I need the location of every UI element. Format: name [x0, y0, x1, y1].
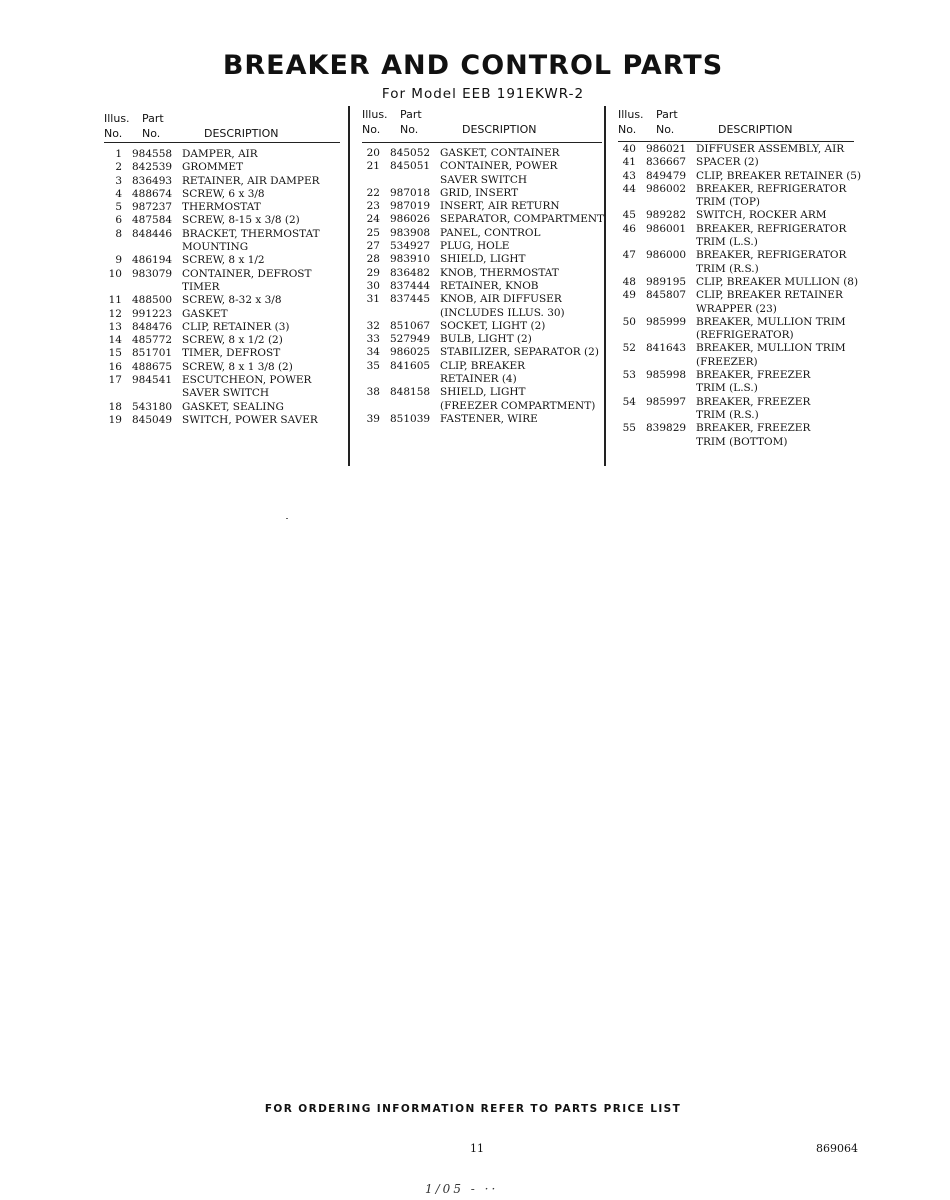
parts-row [362, 346, 602, 359]
parts-row [104, 228, 340, 241]
part-description: TRIM (R.S.) [696, 408, 759, 421]
parts-list [618, 143, 862, 449]
page-number: 11 [470, 1142, 484, 1155]
parts-row-continuation [618, 263, 854, 276]
header-illus-label: Illus. [104, 112, 130, 125]
parts-row-continuation [618, 329, 854, 342]
header-part-no-label: No. [400, 123, 419, 136]
part-number: 841605 [390, 359, 431, 372]
column-header [362, 108, 602, 138]
part-description: TRIM (TOP) [696, 196, 761, 209]
part-number: 985999 [646, 315, 687, 328]
parts-row [104, 188, 340, 201]
part-description: GROMMET [182, 161, 244, 174]
part-number: 851067 [390, 319, 431, 332]
part-description: SCREW, 8-32 x 3/8 [182, 294, 282, 307]
illus-number: 6 [115, 214, 122, 227]
part-number: 849479 [646, 169, 687, 182]
parts-row [104, 175, 340, 188]
part-description: SCREW, 8 x 1 3/8 (2) [182, 360, 293, 373]
part-number: 984558 [132, 148, 173, 160]
header-rule [362, 142, 602, 143]
part-number: 839829 [646, 422, 687, 435]
parts-row-continuation [618, 436, 854, 449]
parts-row [104, 268, 340, 281]
part-number: 985997 [646, 395, 687, 408]
illus-number: 50 [622, 315, 636, 328]
part-description: PLUG, HOLE [440, 240, 510, 253]
illus-number: 46 [622, 222, 636, 235]
header-part-no-label: No. [656, 123, 675, 136]
illus-number: 33 [366, 333, 380, 346]
part-description: GASKET, SEALING [182, 400, 284, 413]
parts-row [104, 254, 340, 267]
illus-number: 22 [366, 186, 380, 199]
illus-number: 53 [622, 369, 636, 382]
parts-row-continuation [362, 400, 602, 413]
part-number: 985998 [646, 369, 687, 382]
part-description: SCREW, 8 x 1/2 (2) [182, 334, 283, 347]
part-number: 845052 [390, 147, 431, 159]
header-description-label: DESCRIPTION [462, 123, 537, 136]
illus-number: 39 [366, 412, 380, 425]
part-number: 984541 [132, 374, 173, 387]
parts-row [618, 316, 854, 329]
part-description: CONTAINER, DEFROST [182, 267, 312, 280]
illus-number: 44 [622, 182, 636, 195]
illus-number: 24 [366, 213, 380, 226]
parts-row-continuation [618, 236, 854, 249]
illus-number: 8 [115, 227, 122, 240]
part-number: 842539 [132, 161, 173, 174]
illus-number: 35 [366, 359, 380, 372]
part-description: RETAINER, AIR DAMPER [182, 174, 320, 187]
parts-row-continuation [618, 356, 854, 369]
document-number: 869064 [816, 1142, 858, 1155]
parts-row [362, 320, 602, 333]
part-number: 487584 [132, 214, 173, 227]
part-description: SEPARATOR, COMPARTMENT [440, 213, 605, 226]
model-subtitle: For Model EEB 191EKWR-2 [381, 86, 585, 102]
parts-row-continuation [618, 303, 854, 316]
part-description: DAMPER, AIR [182, 148, 258, 160]
part-number: 986002 [646, 182, 687, 195]
part-description: BREAKER, MULLION TRIM [696, 342, 846, 355]
part-number: 488500 [132, 294, 173, 307]
parts-row [362, 213, 605, 226]
illus-number: 21 [366, 160, 380, 173]
header-part-label: Part [400, 108, 422, 121]
parts-row [362, 187, 602, 200]
part-description: MOUNTING [182, 241, 249, 254]
part-description: INSERT, AIR RETURN [440, 200, 560, 213]
part-description: TRIM (L.S.) [696, 236, 758, 249]
part-number: 836493 [132, 174, 173, 187]
part-description: KNOB, AIR DIFFUSER [440, 293, 562, 306]
illus-number: 34 [366, 346, 380, 359]
part-description: SWITCH, POWER SAVER [182, 413, 318, 426]
illus-number: 55 [622, 422, 636, 435]
parts-row [104, 321, 340, 334]
parts-row [104, 201, 340, 214]
part-description: SCREW, 6 x 3/8 [182, 187, 265, 200]
part-description: BREAKER, FREEZER [696, 395, 811, 408]
parts-row [104, 361, 340, 374]
part-description: CLIP, BREAKER [440, 359, 526, 372]
parts-row [104, 161, 340, 174]
part-number: 989282 [646, 209, 687, 222]
illus-number: 52 [622, 342, 636, 355]
parts-row [618, 209, 854, 222]
parts-row [362, 147, 602, 160]
parts-row [104, 414, 340, 427]
illus-number: 54 [622, 395, 636, 408]
column-divider-left [348, 106, 350, 466]
parts-row [362, 200, 602, 213]
illus-number: 38 [366, 386, 380, 399]
part-description: GRID, INSERT [440, 186, 519, 199]
part-number: 841643 [646, 342, 687, 355]
parts-row [362, 160, 602, 173]
parts-row-continuation [104, 281, 340, 294]
scan-speck [286, 518, 288, 519]
illus-number: 45 [622, 209, 636, 222]
header-part-label: Part [142, 112, 164, 125]
parts-row [362, 240, 602, 253]
header-description-label: DESCRIPTION [718, 123, 793, 136]
part-number: 845051 [390, 160, 431, 173]
header-rule [104, 142, 340, 143]
parts-row-continuation [618, 409, 854, 422]
part-number: 851701 [132, 347, 173, 360]
part-description: TIMER, DEFROST [182, 347, 281, 360]
part-number: 848476 [132, 320, 173, 333]
parts-row-continuation [104, 387, 340, 400]
part-description: KNOB, THERMOSTAT [440, 266, 559, 279]
part-number: 986026 [390, 213, 431, 226]
part-number: 534927 [390, 240, 431, 253]
part-number: 836482 [390, 266, 431, 279]
part-description: TRIM (R.S.) [696, 262, 759, 275]
parts-row [618, 422, 854, 435]
illus-number: 32 [366, 319, 380, 332]
part-description: (FREEZER COMPARTMENT) [440, 399, 596, 412]
part-description: BREAKER, REFRIGERATOR [696, 222, 847, 235]
part-description: CONTAINER, POWER [440, 160, 558, 173]
part-description: CLIP, BREAKER RETAINER (5) [696, 169, 862, 182]
column-header [618, 108, 854, 138]
part-number: 845049 [132, 413, 173, 426]
illus-number: 23 [366, 200, 380, 213]
illus-number: 28 [366, 253, 380, 266]
parts-row [618, 143, 854, 156]
parts-list [362, 147, 605, 426]
part-number: 837444 [390, 279, 431, 292]
parts-row [104, 308, 340, 321]
part-description: SCREW, 8-15 x 3/8 (2) [182, 214, 300, 227]
part-number: 485772 [132, 334, 173, 347]
header-illus-no-label: No. [362, 123, 381, 136]
part-description: SAVER SWITCH [182, 387, 270, 400]
part-number: 488675 [132, 360, 173, 373]
illus-number: 43 [622, 169, 636, 182]
parts-row [362, 227, 602, 240]
part-description: BREAKER, REFRIGERATOR [696, 249, 847, 262]
illus-number: 49 [622, 289, 636, 302]
header-illus-label: Illus. [618, 108, 644, 121]
header-part-no-label: No. [142, 127, 161, 140]
part-description: SHIELD, LIGHT [440, 386, 526, 399]
part-number: 836667 [646, 156, 687, 169]
illus-number: 29 [366, 266, 380, 279]
column-header [104, 112, 340, 142]
part-description: CLIP, BREAKER MULLION (8) [696, 275, 859, 288]
part-description: BREAKER, FREEZER [696, 422, 811, 435]
illus-number: 10 [108, 267, 122, 280]
parts-row [618, 289, 854, 302]
parts-row [104, 334, 340, 347]
part-number: 987019 [390, 200, 431, 213]
part-description: CLIP, RETAINER (3) [182, 320, 290, 333]
part-number: 986001 [646, 222, 687, 235]
parts-row [104, 294, 340, 307]
parts-row-continuation [618, 382, 854, 395]
part-number: 851039 [390, 412, 431, 425]
part-number: 848158 [390, 386, 431, 399]
column-divider-right [604, 106, 606, 466]
part-number: 986000 [646, 249, 687, 262]
part-number: 986025 [390, 346, 431, 359]
illus-number: 40 [622, 143, 636, 155]
illus-number: 15 [108, 347, 122, 360]
part-number: 983910 [390, 253, 431, 266]
illus-number: 9 [115, 254, 122, 267]
part-description: THERMOSTAT [182, 201, 261, 214]
parts-row [362, 267, 602, 280]
illus-number: 25 [366, 226, 380, 239]
part-description: SOCKET, LIGHT (2) [440, 319, 546, 332]
part-number: 989195 [646, 275, 687, 288]
parts-row [618, 169, 862, 183]
part-description: BREAKER, REFRIGERATOR [696, 182, 847, 195]
parts-row-continuation [362, 174, 602, 187]
illus-number: 5 [115, 201, 122, 214]
part-description: GASKET, CONTAINER [440, 147, 560, 159]
parts-row [104, 374, 340, 387]
illus-number: 13 [108, 320, 122, 333]
part-number: 527949 [390, 333, 431, 346]
parts-row-continuation [618, 196, 854, 209]
part-description: BREAKER, FREEZER [696, 369, 811, 382]
illus-number: 14 [108, 334, 122, 347]
parts-row [362, 293, 602, 306]
part-number: 543180 [132, 400, 173, 413]
parts-row [104, 214, 340, 227]
part-number: 848446 [132, 227, 173, 240]
parts-row [104, 401, 340, 414]
page-title: BREAKER AND CONTROL PARTS [222, 50, 724, 81]
illus-number: 2 [115, 161, 122, 174]
illus-number: 30 [366, 279, 380, 292]
header-part-label: Part [656, 108, 678, 121]
parts-row [362, 360, 602, 373]
part-description: GASKET [182, 307, 228, 320]
illus-number: 31 [366, 293, 380, 306]
part-description: (INCLUDES ILLUS. 30) [440, 306, 565, 319]
part-number: 837445 [390, 293, 431, 306]
illus-number: 11 [108, 294, 122, 307]
parts-row [104, 347, 340, 360]
parts-row [618, 369, 854, 382]
parts-list [104, 148, 340, 427]
part-description: BRACKET, THERMOSTAT [182, 227, 320, 240]
parts-row [362, 386, 602, 399]
part-description: RETAINER, KNOB [440, 279, 539, 292]
part-description: SWITCH, ROCKER ARM [696, 209, 827, 222]
parts-row-continuation [104, 241, 340, 254]
part-description: ESCUTCHEON, POWER [182, 374, 312, 387]
illus-number: 12 [108, 307, 122, 320]
parts-row-continuation [362, 373, 602, 386]
part-description: RETAINER (4) [440, 373, 517, 386]
parts-row [618, 342, 854, 355]
header-illus-label: Illus. [362, 108, 388, 121]
part-description: DIFFUSER ASSEMBLY, AIR [696, 143, 845, 155]
part-description: BULB, LIGHT (2) [440, 333, 532, 346]
part-description: (REFRIGERATOR) [696, 329, 794, 342]
illus-number: 27 [366, 240, 380, 253]
illus-number: 47 [622, 249, 636, 262]
parts-row [362, 253, 602, 266]
parts-row [362, 280, 602, 293]
illus-number: 16 [108, 360, 122, 373]
part-description: SCREW, 8 x 1/2 [182, 254, 265, 267]
illus-number: 18 [108, 400, 122, 413]
part-number: 488674 [132, 187, 173, 200]
part-description: SAVER SWITCH [440, 173, 528, 186]
part-number: 486194 [132, 254, 173, 267]
illus-number: 3 [115, 174, 122, 187]
part-number: 987018 [390, 186, 431, 199]
illus-number: 4 [115, 187, 122, 200]
part-description: SPACER (2) [696, 156, 759, 169]
part-description: FASTENER, WIRE [440, 412, 538, 425]
parts-row [618, 223, 854, 236]
parts-row [618, 249, 854, 262]
illus-number: 19 [108, 413, 122, 426]
part-description: PANEL, CONTROL [440, 226, 541, 239]
parts-row [104, 148, 340, 161]
header-illus-no-label: No. [618, 123, 637, 136]
part-description: TRIM (L.S.) [696, 382, 758, 395]
parts-row [618, 156, 854, 169]
handwritten-note: 1/05 - ·· [425, 1182, 499, 1196]
part-description: (FREEZER) [696, 355, 758, 368]
illus-number: 20 [366, 147, 380, 159]
part-number: 986021 [646, 143, 687, 155]
part-number: 991223 [132, 307, 173, 320]
part-description: SHIELD, LIGHT [440, 253, 526, 266]
parts-row [618, 183, 854, 196]
ordering-note: FOR ORDERING INFORMATION REFER TO PARTS PRICE LIST [264, 1103, 682, 1115]
part-description: TRIM (BOTTOM) [696, 435, 788, 448]
part-number: 845807 [646, 289, 687, 302]
illus-number: 17 [108, 374, 122, 387]
part-number: 983079 [132, 267, 173, 280]
part-number: 983908 [390, 226, 431, 239]
part-description: WRAPPER (23) [696, 302, 777, 315]
illus-number: 48 [622, 275, 636, 288]
part-description: CLIP, BREAKER RETAINER [696, 289, 843, 302]
parts-row-continuation [362, 307, 602, 320]
header-description-label: DESCRIPTION [204, 127, 279, 140]
header-rule [618, 141, 854, 142]
part-description: BREAKER, MULLION TRIM [696, 315, 846, 328]
parts-row [362, 333, 602, 346]
header-illus-no-label: No. [104, 127, 123, 140]
illus-number: 41 [622, 156, 636, 169]
part-description: STABILIZER, SEPARATOR (2) [440, 346, 599, 359]
part-description: TIMER [182, 280, 220, 293]
parts-row [362, 413, 602, 426]
part-number: 987237 [132, 201, 173, 214]
parts-row [618, 396, 854, 409]
parts-row [618, 275, 859, 289]
illus-number: 1 [115, 148, 122, 160]
